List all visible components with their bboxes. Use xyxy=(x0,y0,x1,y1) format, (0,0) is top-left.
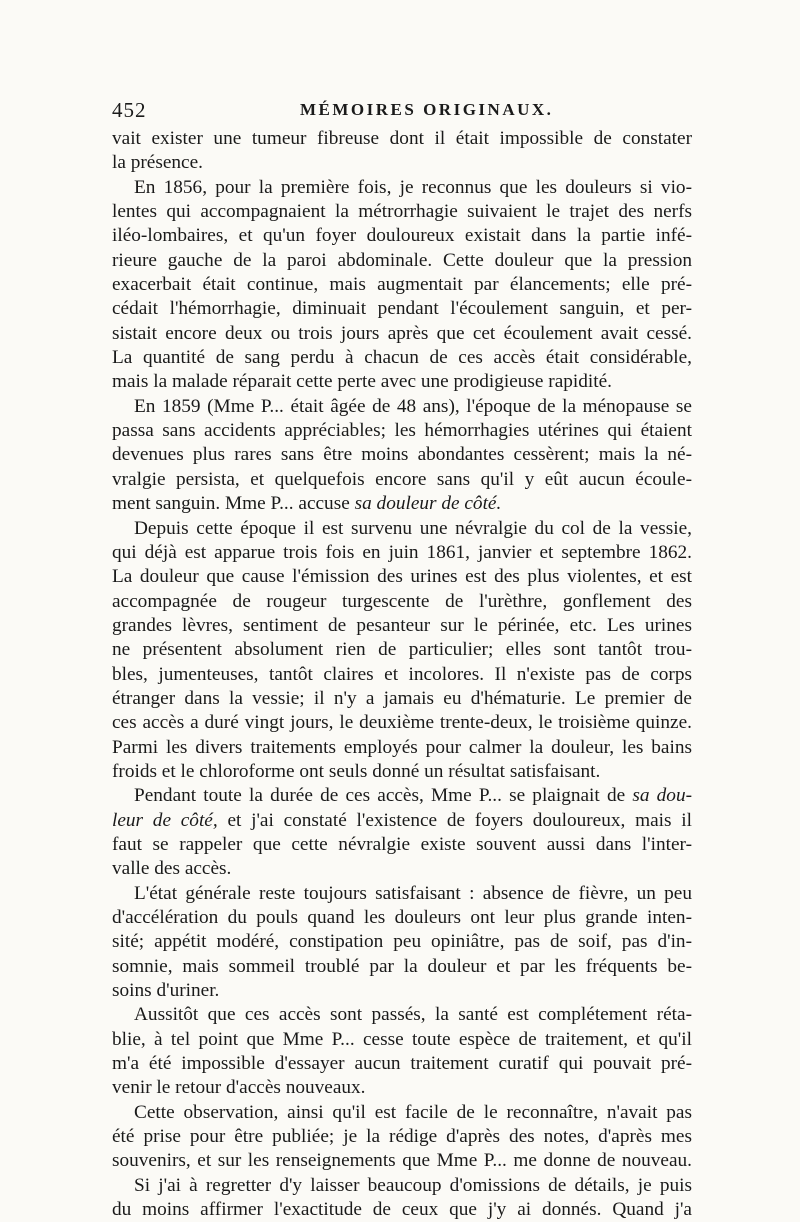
text-line: Pendant toute la durée de ces accès, Mme P... se plaignait de sa dou- xyxy=(134,785,693,807)
text-line: Depuis cette époque il est survenu une névralgie du col de la vessie, xyxy=(134,517,692,539)
italic-phrase: sa douleur de côté. xyxy=(354,493,502,515)
text-line: qui déjà est apparue trois fois en juin 1861, janvier et septembre 1862. xyxy=(112,541,692,563)
running-title: MÉMOIRES ORIGINAUX. xyxy=(300,100,554,119)
text-line: froids et le chloroforme ont seuls donné un résultat satisfaisant. xyxy=(112,760,601,782)
text-line: En 1856, pour la première fois, je reconnus que les douleurs si vio- xyxy=(134,176,692,198)
text-line: La douleur que cause l'émission des urines est des plus violentes, et est xyxy=(112,566,692,588)
italic-phrase: sa dou- xyxy=(632,785,693,807)
text-line: lentes qui accompagnaient la métrorrhagie suivaient le trajet des nerfs xyxy=(112,201,692,223)
text-line: L'état générale reste toujours satisfaisant : absence de fièvre, un peu xyxy=(134,882,692,904)
text-line: iléo-lombaires, et qu'un foyer douloureux existait dans la partie infé- xyxy=(112,225,692,247)
text-line: souvenirs, et sur les renseignements que Mme P... me donne de nouveau. xyxy=(112,1150,692,1172)
text-line: ces accès a duré vingt jours, le deuxième trente-deux, le troisième quinze. xyxy=(112,712,692,734)
text-line: venir le retour d'accès nouveaux. xyxy=(112,1077,366,1099)
body-text xyxy=(112,127,692,1222)
text-line: vralgie persista, et quelquefois encore sans qu'il y eût aucun écoule- xyxy=(112,468,692,490)
text-line: somnie, mais sommeil troublé par la douleur et par les fréquents be- xyxy=(112,955,692,977)
text-line: d'accélération du pouls quand les douleurs ont leur plus grande inten- xyxy=(112,907,692,928)
text-line: la présence. xyxy=(112,152,203,174)
text-line: du moins affirmer l'exactitude de ceux que j'y ai donnés. Quand j'a xyxy=(112,1199,692,1221)
text-line: valle des accès. xyxy=(112,858,232,880)
text-line: accompagnée de rougeur turgescente de l'urèthre, gonflement des xyxy=(112,590,692,612)
text-line: Si j'ai à regretter d'y laisser beaucoup d'omissions de détails, je puis xyxy=(134,1174,692,1196)
text-line: mais la malade réparait cette perte avec une prodigieuse rapidité. xyxy=(112,371,612,393)
text-line: faut se rappeler que cette névralgie existe souvent aussi dans l'inter- xyxy=(112,833,692,855)
text-line: Aussitôt que ces accès sont passés, la santé est complétement réta- xyxy=(134,1004,692,1026)
page-header xyxy=(112,98,692,128)
text-line: étranger dans la vessie; il n'y a jamais eu d'hématurie. Le premier de xyxy=(112,687,692,709)
text-line: vait exister une tumeur fibreuse dont il était impossible de constater xyxy=(112,128,692,149)
italic-phrase: leur de côté, xyxy=(112,809,218,831)
text-line: bles, jumenteuses, tantôt claires et incolores. Il n'existe pas de corps xyxy=(112,663,692,685)
text-line: cédait l'hémorrhagie, diminuait pendant l'écoulement sanguin, et per- xyxy=(112,298,692,320)
text-line: Parmi les divers traitements employés pour calmer la douleur, les bains xyxy=(112,736,692,758)
text-line: grandes lèvres, sentiment de pesanteur sur le périnée, etc. Les urines xyxy=(112,614,692,636)
text-line: Cette observation, ainsi qu'il est facile de le reconnaître, n'avait pas xyxy=(134,1101,692,1123)
text-line: En 1859 (Mme P... était âgée de 48 ans), l'époque de la ménopause se xyxy=(134,395,692,417)
text-line: La quantité de sang perdu à chacun de ces accès était considérable, xyxy=(112,347,692,369)
text-line: sité; appétit modéré, constipation peu opiniâtre, pas de soif, pas d'in- xyxy=(112,931,692,953)
text-line: rieure gauche de la paroi abdominale. Cette douleur que la pression xyxy=(112,249,692,271)
text-line: soins d'uriner. xyxy=(112,980,220,1002)
text-line: devenues plus rares sans être moins abondantes cessèrent; mais la né- xyxy=(112,444,692,466)
text-line: sistait encore deux ou trois jours après que cet écoulement avait cessé. xyxy=(112,322,692,344)
page-number: 452 xyxy=(112,98,147,122)
text-line: blie, à tel point que Mme P... cesse toute espèce de traitement, et qu'il xyxy=(112,1028,692,1050)
text-line: ne présentent absolument rien de particulier; elles sont tantôt trou- xyxy=(112,639,692,661)
text-line: m'a été impossible d'essayer aucun traitement curatif qui pouvait pré- xyxy=(112,1053,692,1075)
text-line: ment sanguin. Mme P... accuse sa douleur de côté. xyxy=(112,493,502,515)
text-line: leur de côté, et j'ai constaté l'existence de foyers douloureux, mais il xyxy=(112,809,692,831)
text-line: été prise pour être publiée; je la rédige d'après des notes, d'après mes xyxy=(112,1126,692,1148)
text-line: exacerbait était continue, mais augmentait par élancements; elle pré- xyxy=(112,274,692,296)
text-line: passa sans accidents appréciables; les hémorrhagies utérines qui étaient xyxy=(112,420,692,442)
